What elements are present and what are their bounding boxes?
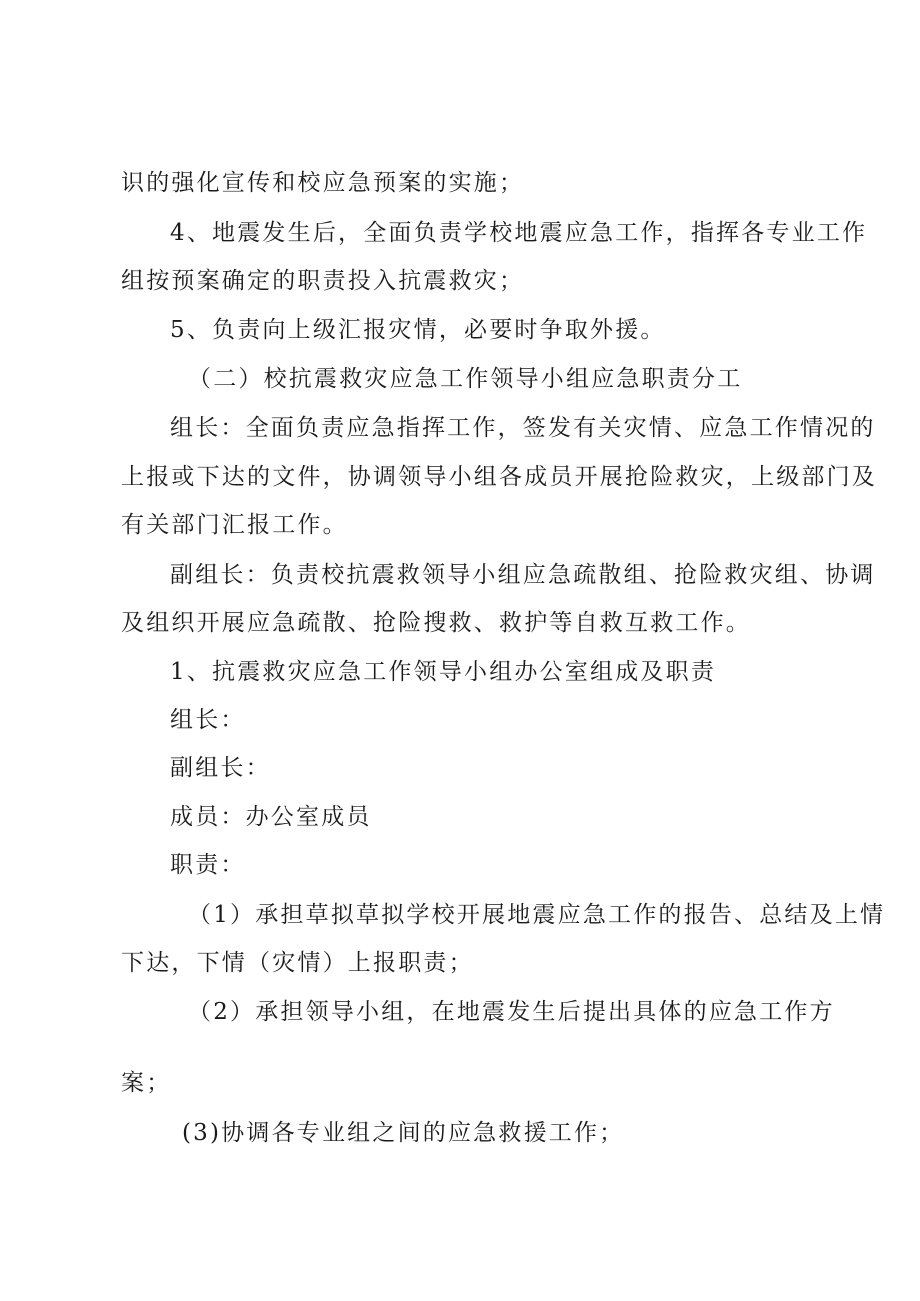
text-line: 4、地震发生后，全面负责学校地震应急工作，指挥各专业工作: [170, 220, 868, 246]
text-line: （2）承担领导小组，在地震发生后提出具体的应急工作方: [188, 999, 835, 1025]
text-line: 1、抗震救灾应急工作领导小组办公室组成及职责: [170, 659, 717, 685]
text-line: 副组长：负责校抗震救领导小组应急疏散组、抢险救灾组、协调: [170, 562, 876, 588]
text-line: 职责：: [170, 852, 246, 878]
text-line: 副组长：: [170, 755, 271, 781]
section-heading: （二）校抗震救灾应急工作领导小组应急职责分工: [188, 366, 743, 392]
text-line: 组长：全面负责应急指挥工作，签发有关灾情、应急工作情况的: [170, 415, 876, 441]
text-line: 识的强化宣传和校应急预案的实施；: [121, 170, 525, 196]
text-line: 案；: [121, 1070, 172, 1096]
text-line: （1）承担草拟草拟学校开展地震应急工作的报告、总结及上情: [188, 902, 886, 928]
text-line: 有关部门汇报工作。: [121, 512, 348, 538]
text-line: 5、负责向上级汇报灾情，必要时争取外援。: [170, 317, 666, 343]
text-line: (3)协调各专业组之间的应急救援工作；: [182, 1120, 625, 1146]
text-line: 组长：: [170, 707, 246, 733]
text-line: 下达，下情（灾情）上报职责；: [121, 950, 474, 976]
text-line: 及组织开展应急疏散、抢险搜救、救护等自救互救工作。: [121, 610, 751, 636]
text-line: 成员：办公室成员: [170, 804, 372, 830]
text-line: 组按预案确定的职责投入抗震救灾；: [121, 268, 525, 294]
text-line: 上报或下达的文件，协调领导小组各成员开展抢险救灾，上级部门及: [121, 464, 877, 490]
